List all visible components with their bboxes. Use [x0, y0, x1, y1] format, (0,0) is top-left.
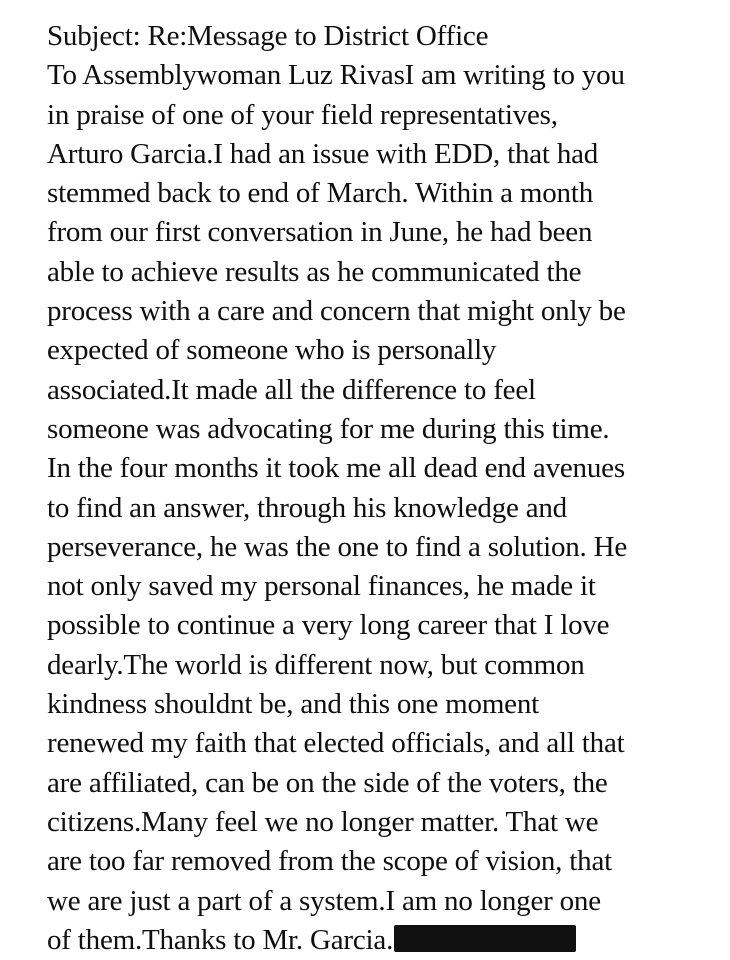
letter-line: renewed my faith that elected officials, and all that: [47, 727, 625, 760]
closing-text: of them.Thanks to Mr. Garcia.: [47, 923, 394, 956]
letter-line: in praise of one of your field representatives,: [47, 98, 558, 131]
redaction-bar: [394, 925, 576, 952]
letter-line: possible to continue a very long career that I love: [47, 609, 610, 642]
letter-line: dearly.The world is different now, but common: [47, 648, 585, 681]
letter-line: expected of someone who is personally: [47, 334, 497, 367]
letter-line: someone was advocating for me during this time.: [47, 412, 610, 445]
letter-line: to find an answer, through his knowledge and: [47, 491, 567, 524]
letter-line: In the four months it took me all dead end avenues: [47, 452, 625, 485]
subject-line: Subject: Re:Message to District Office: [47, 20, 489, 52]
letter-line: from our first conversation in June, he had been: [47, 216, 593, 249]
letter-line: To Assemblywoman Luz RivasI am writing to you: [47, 59, 625, 92]
letter-body: [47, 17, 707, 960]
letter-line: perseverance, he was the one to find a solution. He: [47, 530, 628, 563]
letter-line: not only saved my personal finances, he made it: [47, 570, 596, 603]
letter-line: stemmed back to end of March. Within a month: [47, 177, 594, 210]
letter-line: process with a care and concern that might only be: [47, 295, 626, 328]
letter-line: kindness shouldnt be, and this one moment: [47, 688, 540, 721]
letter-line: able to achieve results as he communicated the: [47, 255, 582, 288]
closing-line: [47, 921, 707, 960]
letter-line: Arturo Garcia.I had an issue with EDD, that had: [47, 137, 599, 170]
letter-line: associated.It made all the difference to feel: [47, 373, 536, 406]
letter-line: citizens.Many feel we no longer matter. That we: [47, 805, 599, 838]
letter-line: are too far removed from the scope of vision, that: [47, 845, 612, 878]
letter-line: are affiliated, can be on the side of the voters, the: [47, 766, 608, 799]
letter-line: we are just a part of a system.I am no longer one: [47, 884, 601, 917]
